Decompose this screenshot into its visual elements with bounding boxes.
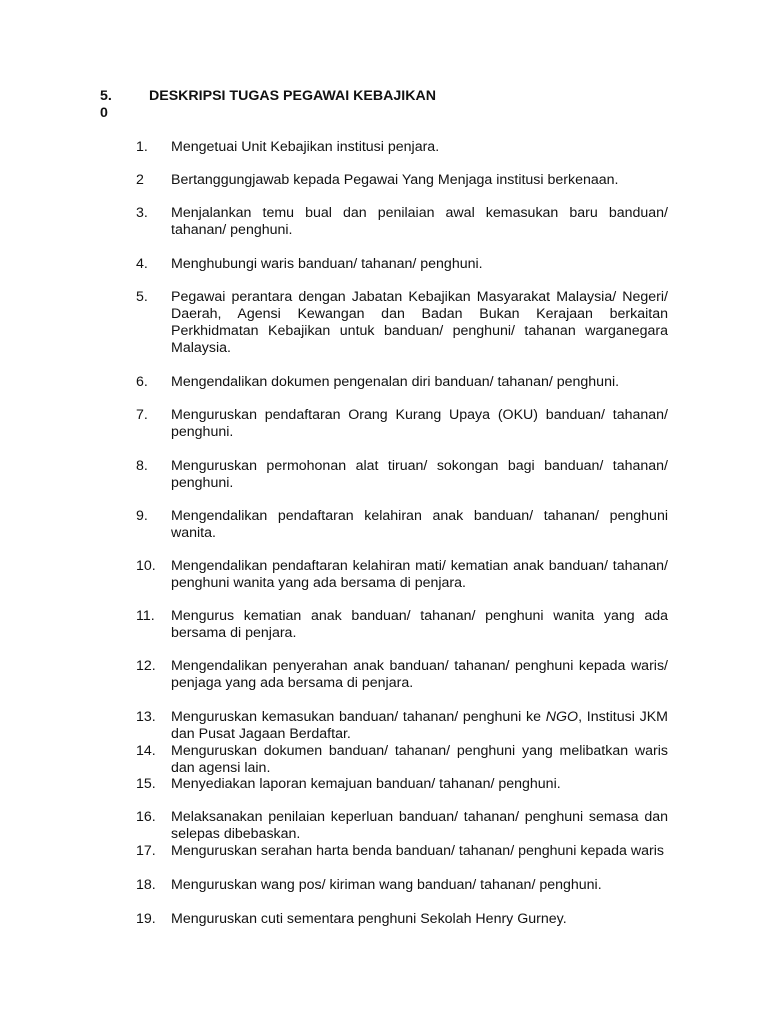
item-text: Menghubungi waris banduan/ tahanan/ penghuni. [171, 256, 483, 272]
item-number: 16. [136, 809, 156, 825]
item-text: Menjalankan temu bual dan penilaian awal kemasukan baru banduan/ tahanan/ penghuni. [171, 205, 668, 238]
item-text: Mengendalikan dokumen pengenalan diri banduan/ tahanan/ penghuni. [171, 374, 620, 390]
item-number: 9. [136, 508, 148, 524]
item-text: Mengendalikan pendaftaran kelahiran mati/ kematian anak banduan/ tahanan/ penghuni wanita yang ada bersama di penjara. [171, 558, 668, 591]
item-number: 17. [136, 843, 156, 859]
item-number: 3. [136, 205, 148, 221]
item-number: 4. [136, 256, 148, 272]
item-text: Mengetuai Unit Kebajikan institusi penjara. [171, 139, 440, 155]
item-text: Menguruskan serahan harta benda banduan/ tahanan/ penghuni kepada waris [171, 843, 664, 859]
item-text [171, 709, 668, 743]
item-text: Menyediakan laporan kemajuan banduan/ tahanan/ penghuni. [171, 776, 561, 792]
item-number: 19. [136, 911, 156, 927]
item-number: 18. [136, 877, 156, 893]
item-text-part: , Institusi JKM dan Pusat Jagaan Berdaftar. [171, 709, 668, 742]
item-text: Menguruskan permohonan alat tiruan/ sokongan bagi banduan/ tahanan/ penghuni. [171, 458, 668, 491]
item-text: Mengendalikan pendaftaran kelahiran anak banduan/ tahanan/ penghuni wanita. [171, 508, 668, 541]
item-number: 15. [136, 776, 156, 792]
item-number: 7. [136, 407, 148, 423]
item-number: 13. [136, 709, 156, 725]
item-text: Menguruskan wang pos/ kiriman wang banduan/ tahanan/ penghuni. [171, 877, 602, 893]
item-text: Mengurus kematian anak banduan/ tahanan/ penghuni wanita yang ada bersama di penjara. [171, 608, 668, 641]
item-number: 11. [136, 608, 155, 624]
item-number: 6. [136, 374, 148, 390]
item-number: 2 [136, 172, 144, 188]
item-number: 10. [136, 558, 156, 574]
item-text: Menguruskan pendaftaran Orang Kurang Upaya (OKU) banduan/ tahanan/ penghuni. [171, 407, 668, 440]
item-number: 12. [136, 658, 156, 674]
item-text: Bertanggungjawab kepada Pegawai Yang Menjaga institusi berkenaan. [171, 172, 619, 188]
item-number: 1. [136, 139, 148, 155]
section-title: DESKRIPSI TUGAS PEGAWAI KEBAJIKAN [149, 88, 436, 104]
section-number: 5.0 [100, 88, 112, 121]
item-text: Menguruskan dokumen banduan/ tahanan/ penghuni yang melibatkan waris dan agensi lain. [171, 743, 668, 776]
item-number: 14. [136, 743, 156, 759]
item-text-part: Menguruskan kemasukan banduan/ tahanan/ penghuni ke [171, 709, 546, 725]
item-text-italic: NGO [545, 709, 579, 725]
item-number: 5. [136, 289, 148, 305]
item-number: 8. [136, 458, 148, 474]
item-text: Melaksanakan penilaian keperluan banduan/ tahanan/ penghuni semasa dan selepas dibebaskan. [171, 809, 668, 842]
item-text: Menguruskan cuti sementara penghuni Sekolah Henry Gurney. [171, 911, 567, 927]
item-text: Pegawai perantara dengan Jabatan Kebajikan Masyarakat Malaysia/ Negeri/ Daerah, Agensi Kewangan dan Badan Bukan Kerajaan berkaitan Perkhidmatan Kebajikan untuk banduan/ penghuni/ tahanan warganegara Malaysia. [171, 289, 668, 356]
item-text: Mengendalikan penyerahan anak banduan/ tahanan/ penghuni kepada waris/ penjaga yang ada bersama di penjara. [171, 658, 668, 691]
